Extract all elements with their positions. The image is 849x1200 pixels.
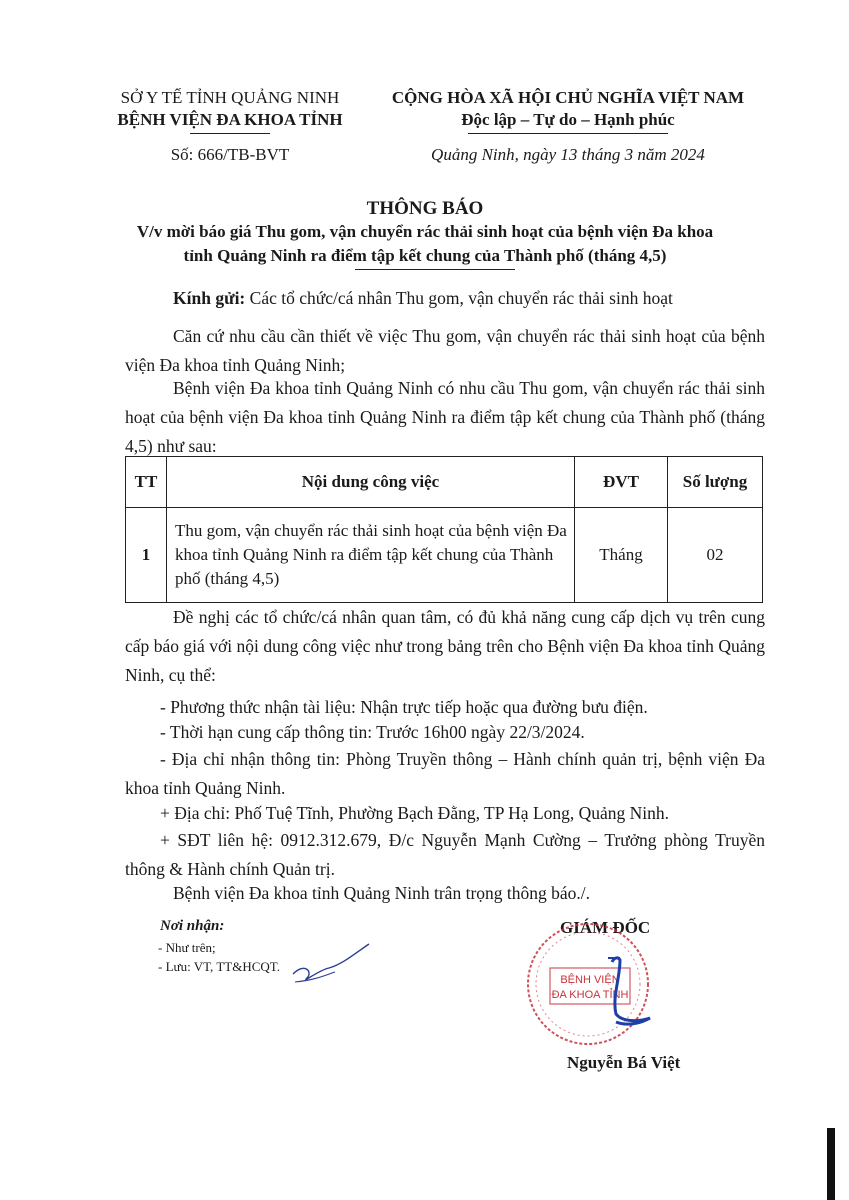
item-address-info: - Địa chỉ nhận thông tin: Phòng Truyền thông – Hành chính quản trị, bệnh viện Đa khoa tỉnh Quảng Ninh. bbox=[125, 749, 765, 798]
national-motto: Độc lập – Tự do – Hạnh phúc bbox=[461, 110, 675, 129]
scan-edge-mark bbox=[827, 1128, 835, 1200]
recipient-line-2: - Lưu: VT, TT&HCQT. bbox=[158, 959, 280, 974]
motto-underline bbox=[468, 133, 668, 134]
paragraph-request: Đề nghị các tổ chức/cá nhân quan tâm, có đủ khả năng cung cấp dịch vụ trên cung cấp báo giá với nội dung công việc như trong bảng trên cho Bệnh viện Đa khoa tỉnh Quảng Ninh, cụ thể: bbox=[125, 607, 765, 685]
document-title: THÔNG BÁO bbox=[366, 198, 484, 219]
item-contact: + SĐT liên hệ: 0912.312.679, Đ/c Nguyễn Mạnh Cường – Trưởng phòng Truyền thông & Hành chính Quản trị. bbox=[125, 830, 765, 879]
greeting bbox=[173, 288, 673, 309]
col-header-tt: TT bbox=[126, 457, 167, 508]
cell-unit: Tháng bbox=[575, 508, 668, 603]
item-receiving-method: - Phương thức nhận tài liệu: Nhận trực tiếp hoặc qua đường bưu điện. bbox=[160, 697, 648, 717]
svg-text:ĐA KHOA TỈNH: ĐA KHOA TỈNH bbox=[551, 989, 629, 1001]
cell-qty: 02 bbox=[668, 508, 763, 603]
recipient-line-1: - Như trên; bbox=[158, 940, 216, 955]
signer-name: Nguyễn Bá Việt bbox=[567, 1053, 681, 1072]
cell-content: Thu gom, vận chuyển rác thải sinh hoạt của bệnh viện Đa khoa tỉnh Quảng Ninh ra điểm tập kết chung của Thành phố (tháng 4,5) bbox=[167, 508, 575, 603]
header-left-underline bbox=[190, 133, 270, 134]
document-subject-line1: V/v mời báo giá Thu gom, vận chuyển rác thải sinh hoạt của bệnh viện Đa khoa bbox=[136, 222, 714, 241]
closing-statement: Bệnh viện Đa khoa tỉnh Quảng Ninh trân trọng thông báo./. bbox=[173, 883, 591, 903]
paragraph-need: Bệnh viện Đa khoa tỉnh Quảng Ninh có nhu cầu Thu gom, vận chuyển rác thải sinh hoạt của bệnh viện Đa khoa tỉnh Quảng Ninh ra điểm tập kết chung của Thành phố (tháng 4,5) như sau: bbox=[125, 378, 765, 456]
svg-text:BỆNH VIỆN: BỆNH VIỆN bbox=[560, 974, 620, 986]
signer-title: GIÁM ĐỐC bbox=[560, 918, 651, 937]
recipients-label: Nơi nhận: bbox=[160, 918, 225, 934]
table-row bbox=[126, 508, 763, 603]
paragraph-basis: Căn cứ nhu cầu cần thiết về việc Thu gom, vận chuyển rác thải sinh hoạt của bệnh viện Đa khoa tỉnh Quảng Ninh; bbox=[125, 326, 765, 375]
official-stamp bbox=[520, 918, 660, 1053]
hospital-name: BỆNH VIỆN ĐA KHOA TỈNH bbox=[117, 110, 343, 129]
title-underline bbox=[355, 269, 515, 270]
item-deadline: - Thời hạn cung cấp thông tin: Trước 16h00 ngày 22/3/2024. bbox=[160, 722, 585, 742]
col-header-unit: ĐVT bbox=[575, 457, 668, 508]
table-header-row bbox=[126, 457, 763, 508]
greeting-text: Các tổ chức/cá nhân Thu gom, vận chuyển rác thải sinh hoạt bbox=[245, 288, 673, 308]
initial-signature bbox=[285, 942, 375, 992]
document-number: Số: 666/TB-BVT bbox=[170, 145, 290, 164]
national-title: CỘNG HÒA XÃ HỘI CHỦ NGHĨA VIỆT NAM bbox=[391, 88, 745, 107]
col-header-qty: Số lượng bbox=[668, 457, 763, 508]
agency-name: SỞ Y TẾ TỈNH QUẢNG NINH bbox=[120, 88, 340, 107]
item-address: + Địa chỉ: Phố Tuệ Tĩnh, Phường Bạch Đằng, TP Hạ Long, Quảng Ninh. bbox=[160, 803, 670, 823]
document-subject-line2: tỉnh Quảng Ninh ra điểm tập kết chung của Thành phố (tháng 4,5) bbox=[183, 246, 667, 265]
greeting-label: Kính gửi: bbox=[173, 288, 246, 308]
cell-tt: 1 bbox=[126, 508, 167, 603]
work-table bbox=[125, 456, 763, 603]
col-header-content: Nội dung công việc bbox=[167, 457, 575, 508]
issue-date: Quảng Ninh, ngày 13 tháng 3 năm 2024 bbox=[431, 145, 705, 164]
